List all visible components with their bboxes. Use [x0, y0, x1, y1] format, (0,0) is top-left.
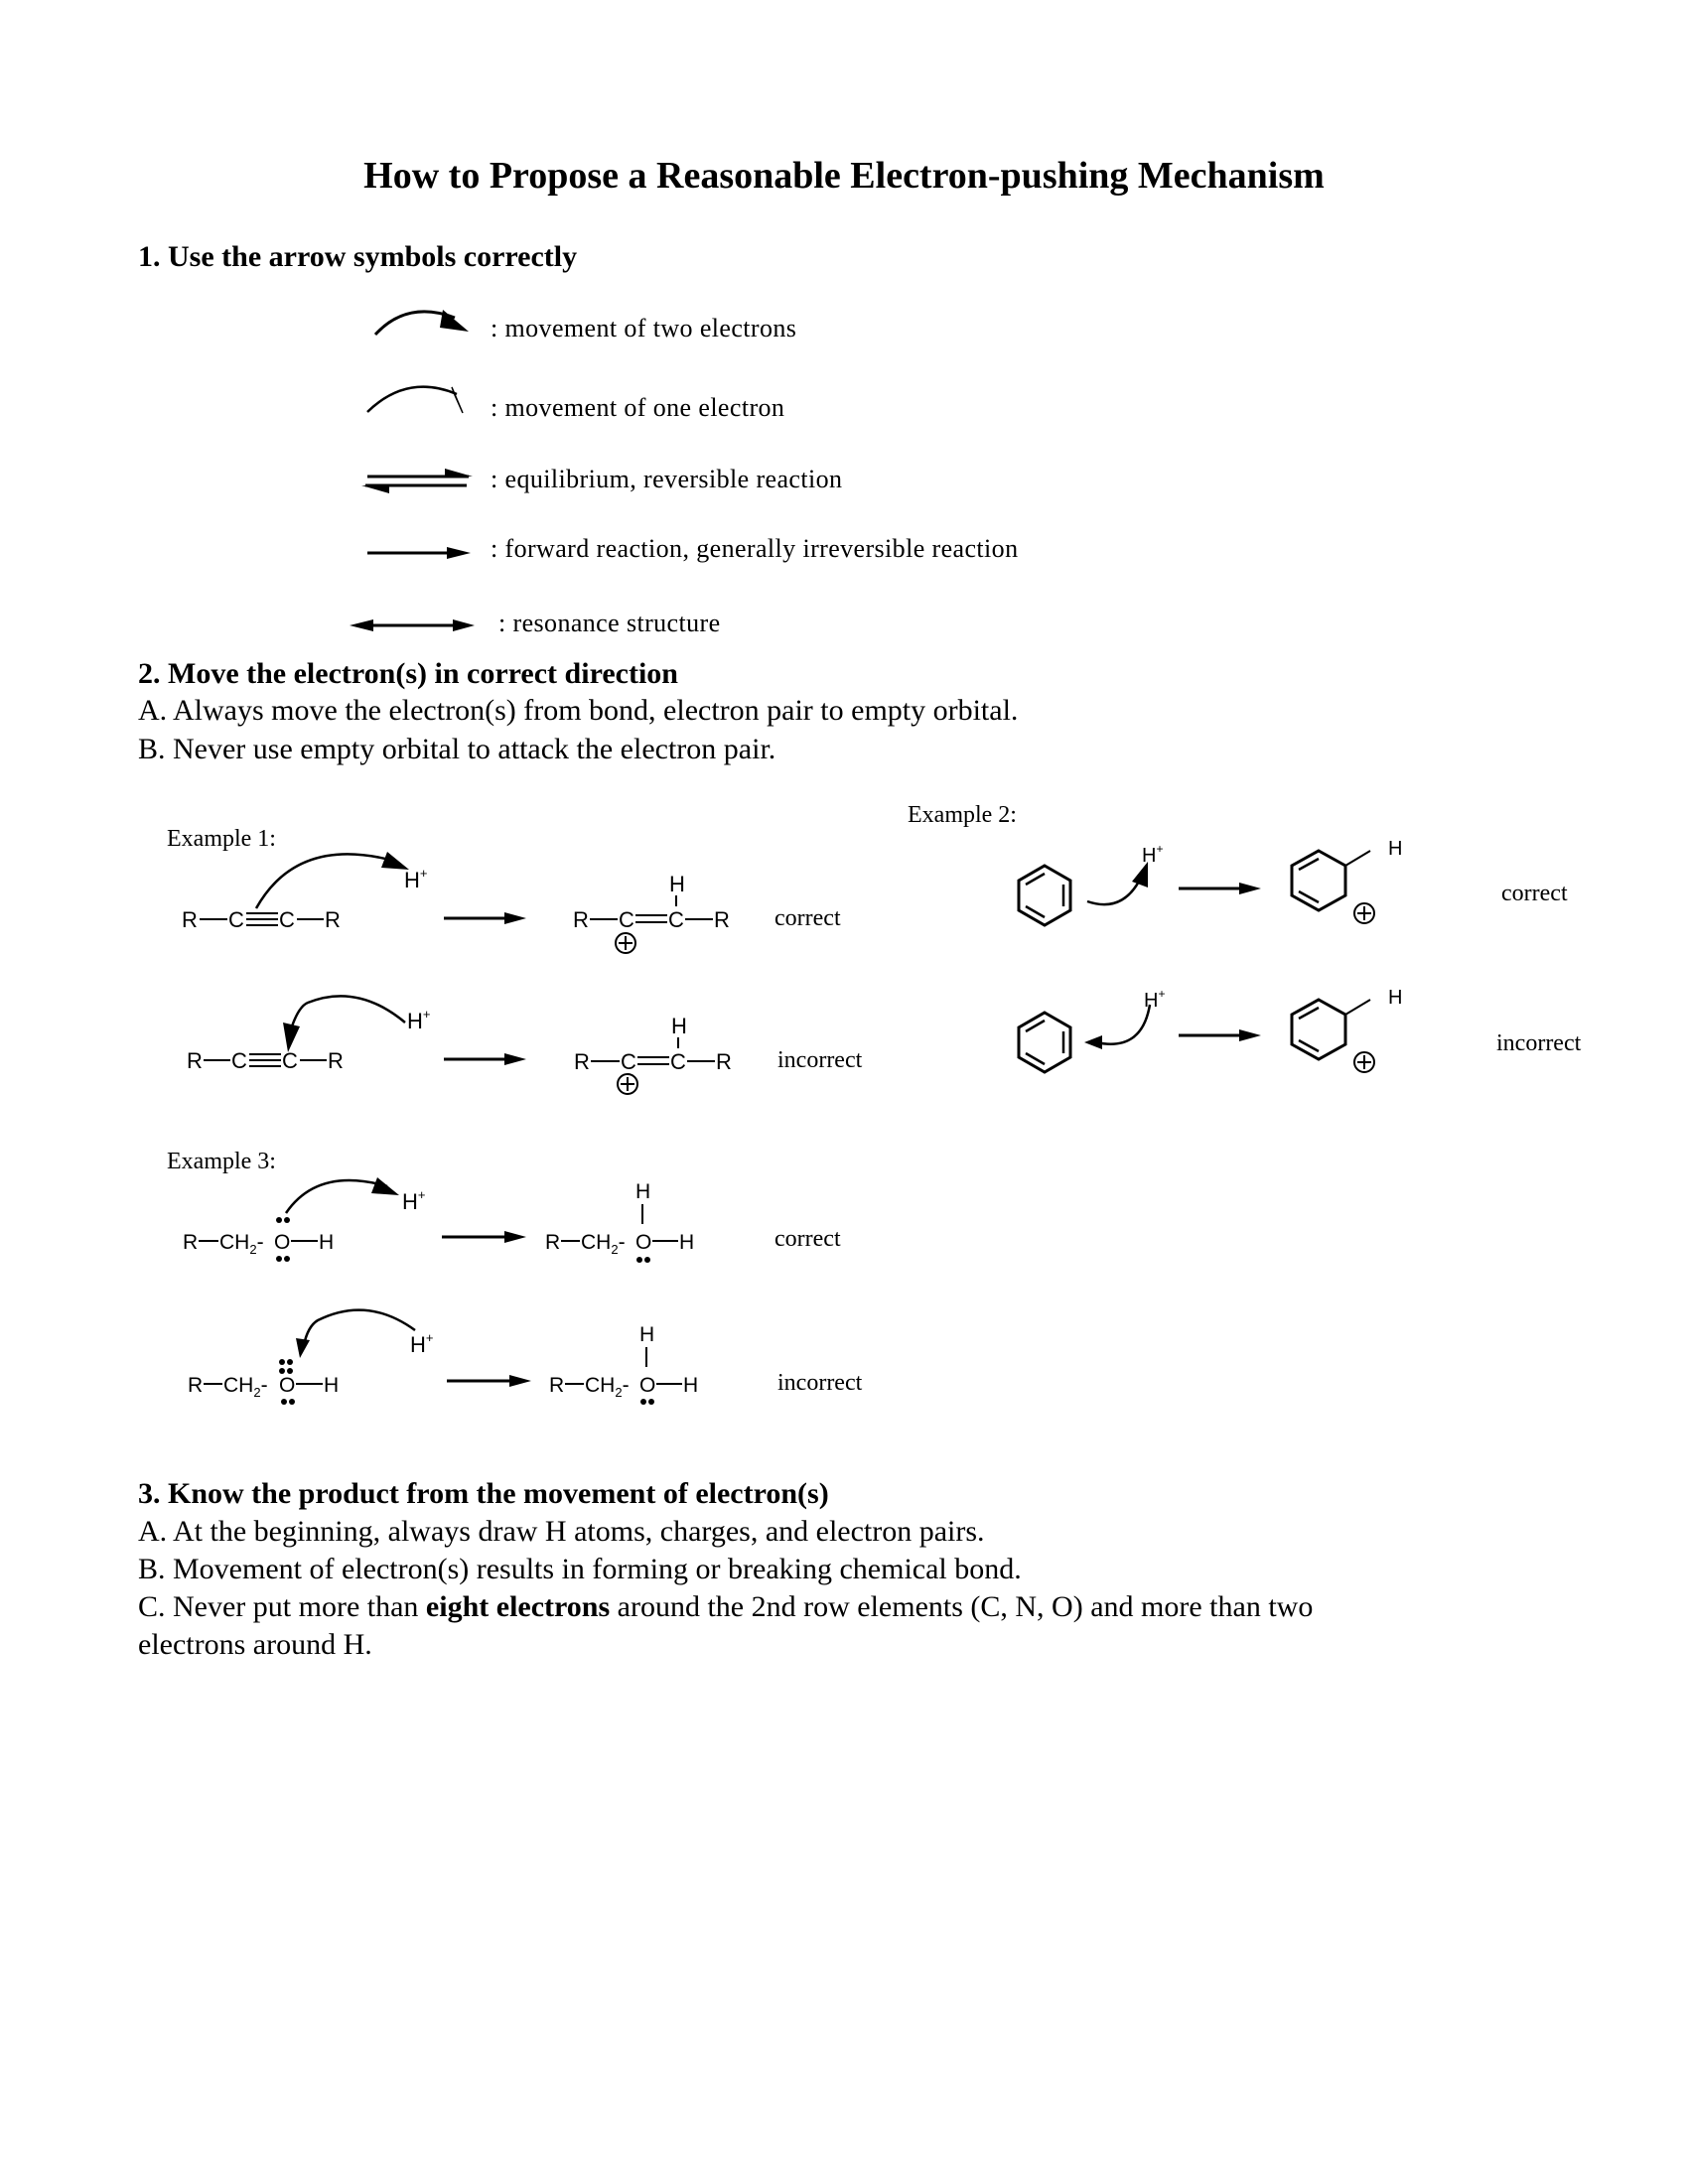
hydrogen-ion: H+	[1142, 842, 1164, 867]
example-3-incorrect-product	[549, 1323, 698, 1405]
benzene-ring	[1019, 1013, 1070, 1072]
page-title: How to Propose a Reasonable Electron-pushing Mechanism	[363, 155, 1325, 197]
section-2-heading: 2. Move the electron(s) in correct direction	[138, 657, 678, 690]
atom-h: H	[635, 1180, 651, 1203]
single-barb-curved-arrow-icon	[367, 387, 463, 413]
group-ch2: $CH_2-$	[223, 1374, 268, 1400]
atom-c: C	[619, 907, 634, 932]
example-1-incorrect-product	[574, 1014, 732, 1094]
atom-r: R	[573, 907, 589, 932]
atom-c: C	[231, 1048, 247, 1073]
atom-c: C	[282, 1048, 298, 1073]
atom-c: C	[228, 907, 244, 932]
reaction-arrow-icon	[444, 1053, 526, 1065]
atom-h: H	[1388, 838, 1403, 860]
equilibrium-arrows-icon	[361, 469, 473, 493]
reaction-arrow-icon	[444, 912, 526, 924]
arenium-cation	[1292, 987, 1402, 1072]
curved-arrow-icon	[283, 996, 405, 1052]
atom-r: R	[182, 907, 198, 932]
atom-c: C	[621, 1049, 636, 1074]
curved-arrow-icon	[1084, 1005, 1150, 1049]
example-1-correct-label: correct	[774, 905, 841, 931]
hydrogen-ion: H+	[410, 1330, 434, 1357]
atom-r: R	[328, 1048, 344, 1073]
example-1-correct-product	[573, 872, 730, 953]
atom-r: R	[183, 1231, 199, 1254]
section-1-heading: 1. Use the arrow symbols correctly	[138, 240, 578, 273]
atom-h: H	[671, 1014, 687, 1038]
example-3-label: Example 3:	[167, 1149, 276, 1174]
legend-label-one-electron: : movement of one electron	[491, 393, 785, 422]
atom-r: R	[188, 1374, 204, 1397]
atom-r: R	[574, 1049, 590, 1074]
section-3-heading: 3. Know the product from the movement of electron(s)	[138, 1477, 829, 1510]
legend-label-two-electrons: : movement of two electrons	[491, 314, 797, 342]
example-3-incorrect-reactant	[188, 1359, 339, 1405]
section-2-line-b: B. Never use empty orbital to attack the electron pair.	[138, 733, 776, 765]
atom-h: H	[324, 1374, 340, 1397]
atom-c: C	[279, 907, 295, 932]
hydrogen-ion: H+	[402, 1187, 426, 1214]
section-3-line-c-post: around the 2nd row elements (C, N, O) and more than two	[610, 1590, 1314, 1623]
atom-o: O	[274, 1231, 291, 1254]
atom-c: C	[670, 1049, 686, 1074]
section-2-line-a: A. Always move the electron(s) from bond, electron pair to empty orbital.	[138, 694, 1019, 727]
legend-label-resonance: : resonance structure	[498, 609, 721, 637]
atom-r: R	[716, 1049, 732, 1074]
example-3-correct-product	[545, 1180, 694, 1263]
atom-o: O	[639, 1374, 656, 1397]
legend-label-forward: : forward reaction, generally irreversible reaction	[491, 534, 1019, 563]
reaction-arrow-icon	[447, 1375, 531, 1387]
atom-r: R	[549, 1374, 565, 1397]
section-3-line-c-pre: C. Never put more than	[138, 1590, 426, 1623]
atom-h: H	[679, 1231, 695, 1254]
example-2-label: Example 2:	[908, 802, 1017, 828]
atom-c: C	[668, 907, 684, 932]
group-ch2: $CH_2-$	[585, 1374, 630, 1400]
atom-h: H	[319, 1231, 335, 1254]
atom-h: H	[683, 1374, 699, 1397]
hydrogen-ion: H+	[1144, 987, 1166, 1012]
example-1-incorrect-reactant	[187, 1048, 344, 1073]
atom-h: H	[1388, 987, 1403, 1009]
example-3-correct-label: correct	[774, 1226, 841, 1252]
section-3-line-c2: electrons around H.	[138, 1628, 372, 1661]
reaction-arrow-icon	[442, 1231, 526, 1243]
atom-r: R	[714, 907, 730, 932]
atom-r: R	[545, 1231, 561, 1254]
curved-arrow-icon	[1087, 862, 1148, 904]
legend-label-equilibrium: : equilibrium, reversible reaction	[491, 465, 843, 493]
reaction-arrow-icon	[1179, 883, 1261, 894]
hydrogen-ion: H+	[407, 1007, 431, 1033]
curved-arrow-icon	[256, 852, 409, 908]
section-3-line-c-bold: eight electrons	[425, 1590, 611, 1623]
atom-h: H	[669, 872, 685, 896]
group-ch2: $CH_2-$	[219, 1231, 264, 1257]
atom-r: R	[187, 1048, 203, 1073]
section-3-line-a: A. At the beginning, always draw H atoms, charges, and electron pairs.	[138, 1515, 985, 1548]
double-barb-curved-arrow-icon	[375, 310, 469, 335]
benzene-ring	[1019, 866, 1070, 925]
atom-h: H	[639, 1323, 655, 1346]
arenium-cation	[1292, 838, 1402, 923]
group-ch2: $CH_2-$	[581, 1231, 626, 1257]
resonance-arrow-icon	[350, 619, 475, 631]
example-1-correct-reactant	[182, 907, 341, 932]
atom-r: R	[325, 907, 341, 932]
example-2-correct-label: correct	[1501, 881, 1568, 906]
forward-arrow-icon	[367, 547, 471, 559]
example-1-incorrect-label: incorrect	[777, 1047, 863, 1073]
section-3-line-b: B. Movement of electron(s) results in forming or breaking chemical bond.	[138, 1553, 1022, 1585]
example-3-incorrect-label: incorrect	[777, 1370, 863, 1396]
atom-o: O	[635, 1231, 652, 1254]
atom-o: O	[279, 1374, 296, 1397]
reaction-arrow-icon	[1179, 1029, 1261, 1041]
example-2-incorrect-label: incorrect	[1496, 1030, 1582, 1056]
curved-arrow-icon	[296, 1310, 415, 1358]
hydrogen-ion: H+	[404, 866, 428, 892]
curved-arrow-icon	[286, 1177, 399, 1213]
example-3-correct-reactant	[183, 1217, 334, 1262]
example-1-label: Example 1:	[167, 826, 276, 852]
